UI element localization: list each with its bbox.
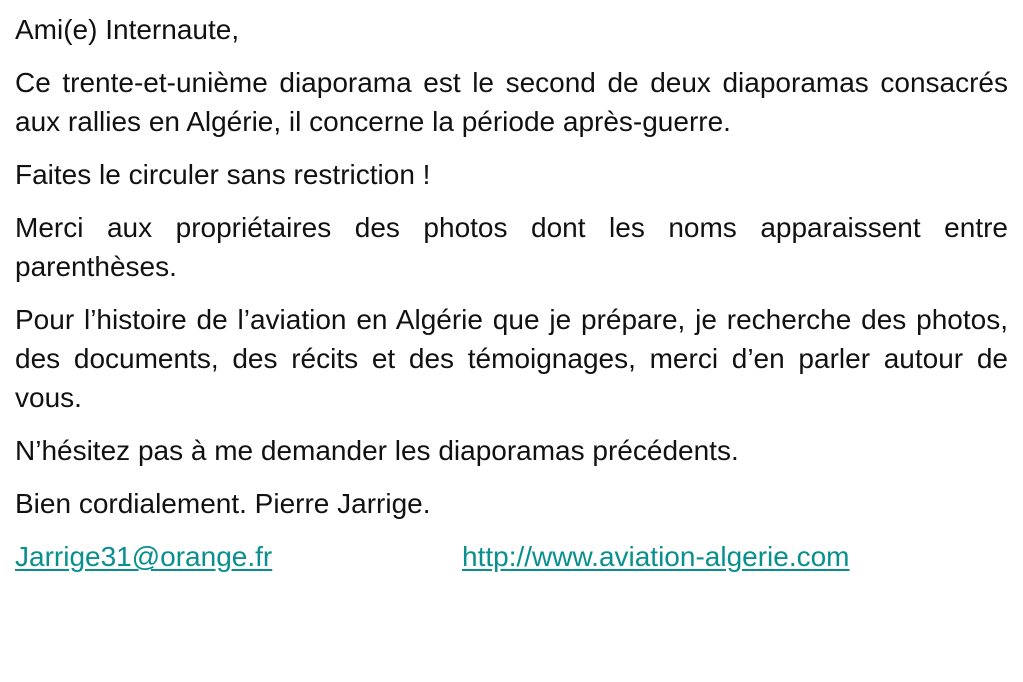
research-paragraph: Pour l’histoire de l’aviation en Algérie que je prépare, je recherche des photos, des documents, des récits et des témoignages, merci d’en parler autour de vous. xyxy=(15,304,1008,413)
greeting: Ami(e) Internaute, xyxy=(15,14,240,45)
email-link[interactable]: Jarrige31@orange.fr xyxy=(15,541,273,572)
website-link[interactable]: http://www.aviation-algerie.com xyxy=(462,541,850,572)
thanks-paragraph: Merci aux propriétaires des photos dont les noms apparaissent entre parenthèses. xyxy=(15,212,1008,282)
signature: Bien cordialement. Pierre Jarrige. xyxy=(15,488,431,519)
share-paragraph: Faites le circuler sans restriction ! xyxy=(15,159,431,190)
request-paragraph: N’hésitez pas à me demander les diaporamas précédents. xyxy=(15,435,739,466)
contact-links xyxy=(15,537,1008,576)
intro-paragraph: Ce trente-et-unième diaporama est le second de deux diaporamas consacrés aux rallies en Algérie, il concerne la période après-guerre. xyxy=(15,67,1008,137)
